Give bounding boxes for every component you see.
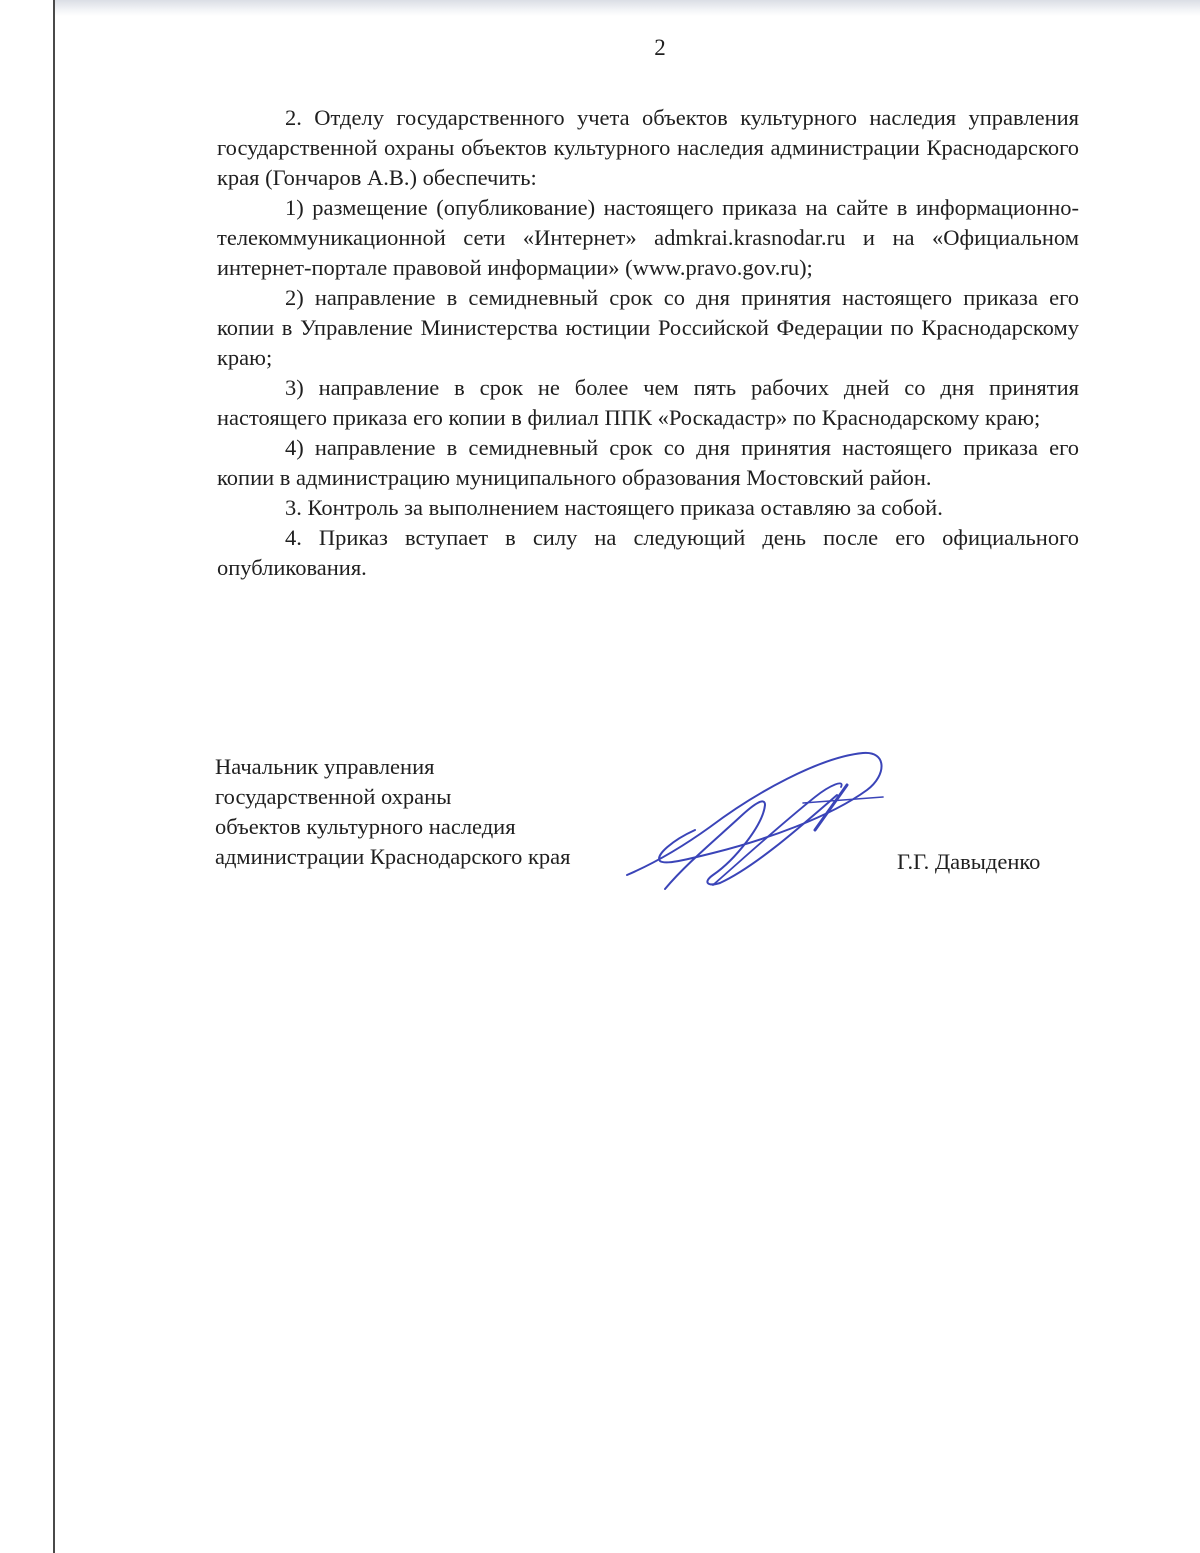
scan-shadow-top: [55, 0, 1200, 16]
subparagraph-4: 4) направление в семидневный срок со дня принятия настоящего приказа его копии в администрацию муниципального образования Мостовский район.: [217, 435, 1079, 490]
page-number: 2: [654, 35, 666, 60]
subparagraph-2: 2) направление в семидневный срок со дня принятия настоящего приказа его копии в Управление Министерства юстиции Российской Федерации по Краснодарскому краю;: [217, 285, 1079, 370]
handwritten-signature: [615, 745, 895, 895]
position-line: Начальник управления: [215, 754, 435, 779]
paragraph-item-3: 3. Контроль за выполнением настоящего приказа оставляю за собой.: [285, 495, 943, 520]
subparagraph-3: 3) направление в срок не более чем пять рабочих дней со дня принятия настоящего приказа его копии в филиал ППК «Роскадастр» по Краснодарскому краю;: [217, 375, 1079, 430]
position-line: объектов культурного наследия: [215, 814, 516, 839]
paragraph-item-4: 4. Приказ вступает в силу на следующий день после его официального опубликования.: [217, 525, 1079, 580]
paragraph-item-2: 2. Отделу государственного учета объектов культурного наследия управления государственной охраны объектов культурного наследия администрации Краснодарского края (Гончаров А.В.) обеспечить:: [217, 105, 1079, 190]
position-line: администрации Краснодарского края: [215, 844, 571, 869]
subparagraph-1: 1) размещение (опубликование) настоящего приказа на сайте в информационно-телекоммуникационной сети «Интернет» admkrai.krasnodar.ru и на «Официальном интернет-портале правовой информации» (www.pravo.gov.ru);: [217, 195, 1079, 280]
scan-edge-left: [53, 0, 55, 1553]
signatory-position: [215, 752, 571, 872]
signer-name: Г.Г. Давыденко: [897, 849, 1041, 874]
position-line: государственной охраны: [215, 784, 452, 809]
order-body: [217, 103, 1079, 583]
